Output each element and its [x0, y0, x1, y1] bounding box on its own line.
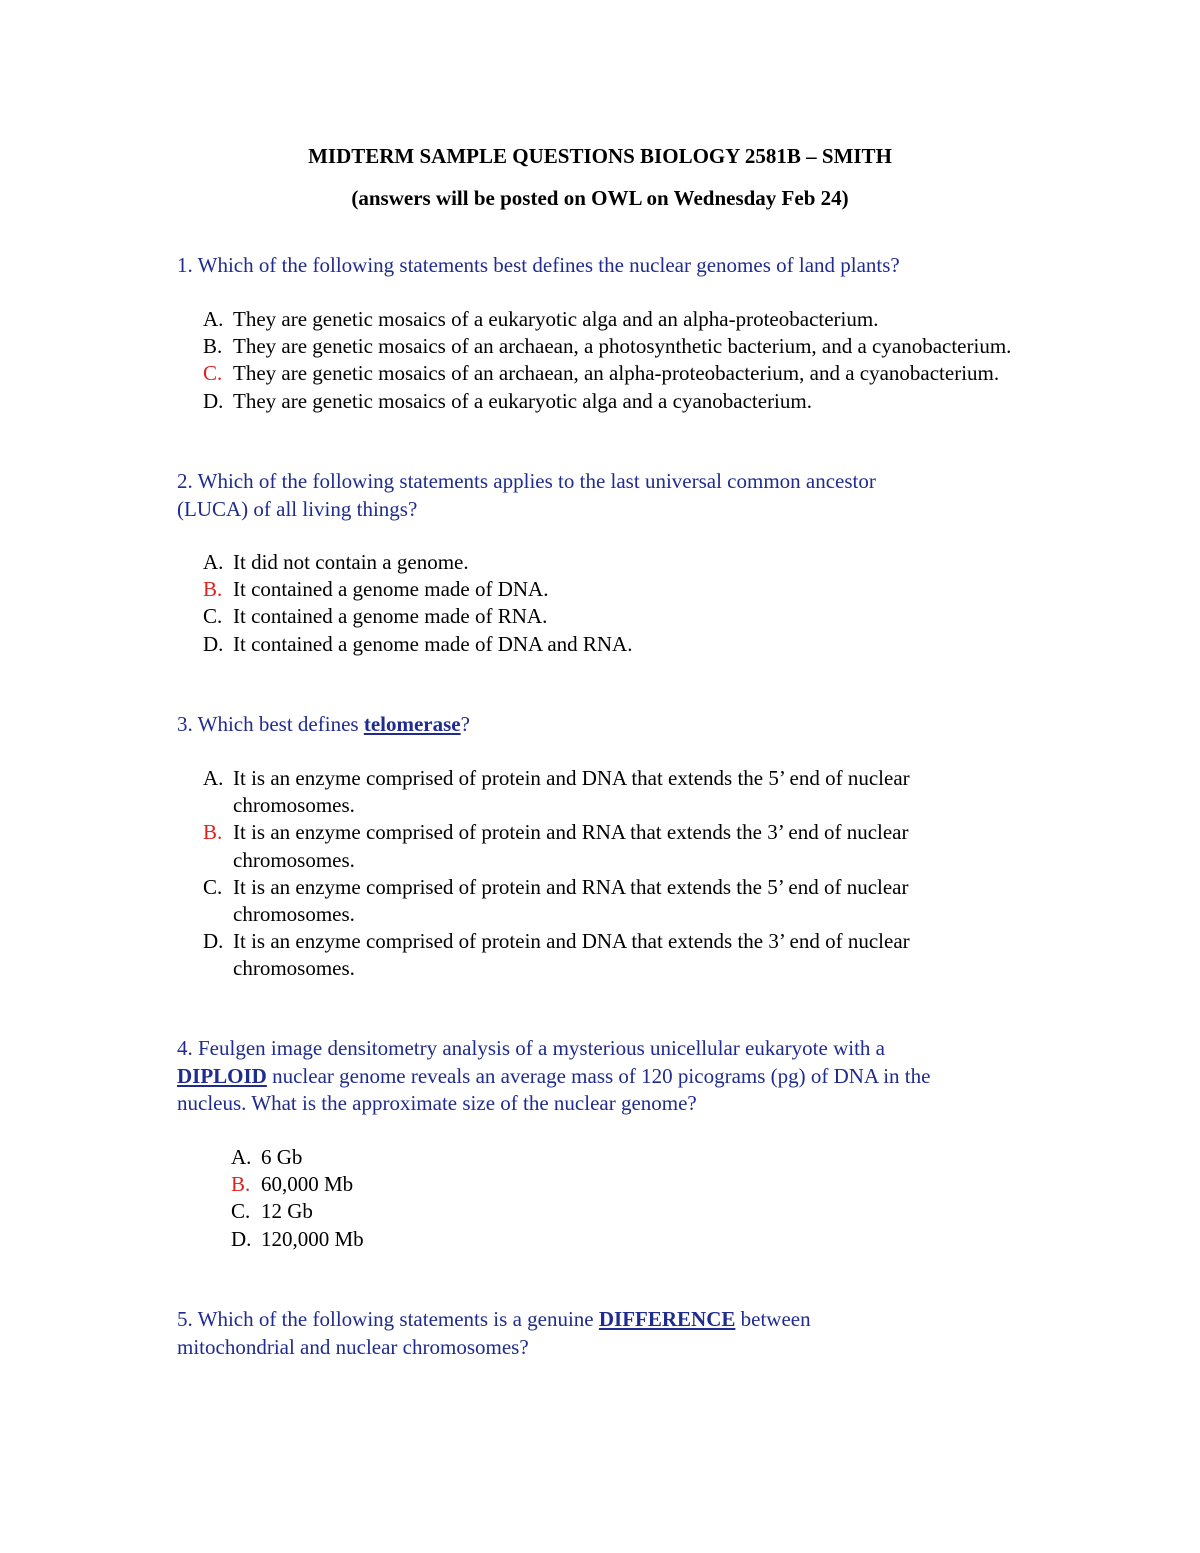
- question-text-line-2: mitochondrial and nuclear chromosomes?: [177, 1334, 529, 1359]
- option-c: [231, 1198, 1161, 1225]
- option-a: [203, 549, 1133, 576]
- option-text: They are genetic mosaics of an archaean, an alpha-proteobacterium, and a cyanobacterium.: [233, 361, 1000, 386]
- option-letter: A.: [203, 766, 224, 790]
- option-b: [203, 819, 1023, 873]
- option-letter: C.: [203, 604, 223, 629]
- correct-option-letter: B.: [203, 577, 223, 602]
- question-4-options: [231, 1144, 1161, 1253]
- option-d: [203, 631, 1133, 658]
- question-text-line-3: nucleus. What is the approximate size of the nuclear genome?: [177, 1091, 697, 1115]
- question-number: 2.: [177, 469, 193, 493]
- question-text: Which best defines: [197, 712, 364, 736]
- option-d: [203, 928, 1023, 982]
- option-a: [231, 1144, 1161, 1171]
- option-letter: A.: [203, 307, 224, 331]
- option-text: 12 Gb: [261, 1199, 313, 1224]
- option-letter: D.: [203, 929, 224, 954]
- option-b: [203, 333, 1133, 360]
- option-text: 6 Gb: [261, 1145, 303, 1169]
- option-text: It did not contain a genome.: [233, 550, 469, 574]
- option-text: It contained a genome made of RNA.: [233, 604, 548, 629]
- option-b: [203, 576, 1133, 603]
- option-a: [203, 306, 1133, 333]
- question-4-stem: [177, 1035, 1077, 1118]
- option-letter: D.: [203, 388, 224, 413]
- option-letter: C.: [203, 874, 223, 899]
- emphasized-term: telomerase: [363, 712, 461, 736]
- option-text: It is an enzyme comprised of protein and DNA that extends the 5’ end of nuclear chromosomes.: [233, 766, 910, 818]
- question-text: Which of the following statements is a genuine: [197, 1307, 599, 1331]
- correct-option-letter: C.: [203, 361, 223, 386]
- option-c: [203, 874, 1023, 928]
- option-text: They are genetic mosaics of an archaean, a photosynthetic bacterium, and a cyanobacterium.: [233, 334, 1012, 359]
- question-text: Which of the following statements applies to the last universal common ancestor: [197, 469, 876, 493]
- document-title: MIDTERM SAMPLE QUESTIONS BIOLOGY 2581B – SMITH: [308, 144, 892, 168]
- option-text: It is an enzyme comprised of protein and DNA that extends the 3’ end of nuclear chromosomes.: [233, 929, 910, 981]
- option-letter: A.: [203, 550, 224, 574]
- option-text: They are genetic mosaics of a eukaryotic alga and an alpha-proteobacterium.: [233, 307, 879, 331]
- option-letter: D.: [203, 631, 224, 656]
- option-text: It contained a genome made of DNA and RNA.: [233, 631, 633, 656]
- option-text: 120,000 Mb: [261, 1226, 364, 1251]
- question-text-line-2: nuclear genome reveals an average mass of 120 picograms (pg) of DNA in the: [266, 1063, 931, 1088]
- question-text-line-2: (LUCA) of all living things?: [177, 496, 418, 521]
- option-text: 60,000 Mb: [261, 1172, 354, 1197]
- option-b: [231, 1171, 1161, 1198]
- question-3-options: [203, 765, 1023, 983]
- question-1-options: [203, 306, 1133, 415]
- question-3-stem: [177, 711, 1077, 739]
- option-text: It contained a genome made of DNA.: [233, 577, 549, 602]
- option-letter: B.: [203, 334, 223, 359]
- emphasized-term: DIFFERENCE: [598, 1307, 736, 1331]
- option-a: [203, 765, 1023, 819]
- option-letter: C.: [231, 1199, 251, 1224]
- question-text: Which of the following statements best defines the nuclear genomes of land plants?: [197, 253, 900, 277]
- option-c: [203, 603, 1133, 630]
- question-number: 5.: [177, 1307, 193, 1331]
- question-number: 4.: [177, 1036, 193, 1060]
- correct-option-letter: B.: [231, 1172, 251, 1197]
- question-number: 3.: [177, 712, 193, 736]
- emphasized-term: DIPLOID: [177, 1063, 267, 1088]
- question-1-stem: [177, 252, 1077, 280]
- document-subtitle: (answers will be posted on OWL on Wednesday Feb 24): [351, 186, 849, 210]
- option-text: It is an enzyme comprised of protein and RNA that extends the 5’ end of nuclear chromosomes.: [233, 874, 909, 927]
- option-d: [231, 1226, 1161, 1253]
- question-text-end: ?: [460, 712, 470, 736]
- option-d: [203, 388, 1133, 415]
- option-text: It is an enzyme comprised of protein and RNA that extends the 3’ end of nuclear chromosomes.: [233, 820, 909, 872]
- question-number: 1.: [177, 253, 193, 277]
- option-letter: A.: [231, 1145, 252, 1169]
- question-text: Feulgen image densitometry analysis of a mysterious unicellular eukaryote with a: [198, 1036, 885, 1060]
- option-c: [203, 360, 1133, 387]
- question-text-end: between: [735, 1307, 811, 1331]
- option-letter: D.: [231, 1226, 252, 1251]
- correct-option-letter: B.: [203, 820, 223, 845]
- question-5-stem: [177, 1306, 1077, 1361]
- question-2-options: [203, 549, 1133, 658]
- question-2-stem: [177, 468, 1077, 523]
- option-text: They are genetic mosaics of a eukaryotic alga and a cyanobacterium.: [233, 388, 812, 413]
